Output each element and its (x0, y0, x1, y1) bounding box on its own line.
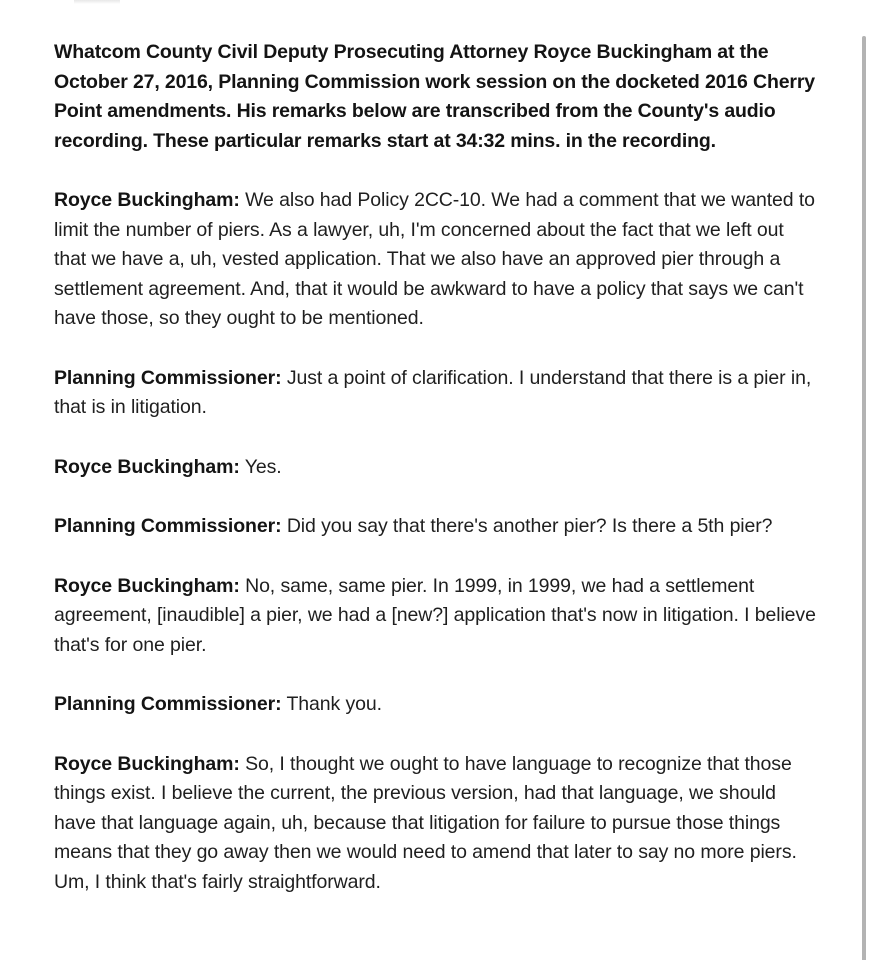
speaker-remarks: Did you say that there's another pier? Is there a 5th pier? (281, 515, 773, 537)
speaker-label: Royce Buckingham: (54, 752, 240, 775)
speaker-remarks: So, I thought we ought to have language to recognize that those things exist. I believe the current, the previous version, had that language, we should have that language again, uh, because that litigation for failure to pursue those things means that they go away then we would need to amend that later to say no more piers. Um, I think that's fairly straightforward. (54, 752, 797, 893)
transcript-exchange (54, 186, 820, 334)
speaker-remarks: Just a point of clarification. I understand that there is a pier in, that is in litigation. (54, 366, 812, 418)
transcript-exchange (54, 572, 820, 661)
speaker-label: Royce Buckingham: (54, 189, 240, 211)
transcript-exchange (54, 512, 820, 542)
transcript-exchange (54, 750, 820, 898)
speaker-label: Royce Buckingham: (54, 574, 240, 597)
speaker-remarks: Yes. (239, 455, 282, 478)
speaker-remarks: Thank you. (281, 693, 382, 715)
speaker-label: Planning Commissioner: (54, 693, 282, 715)
speaker-remarks: No, same, same pier. In 1999, in 1999, we had a settlement agreement, [inaudible] a pier, we had a [new?] application that's now in litigation. I believe that's for one pier. (54, 574, 816, 656)
vertical-scrollbar-track[interactable] (856, 0, 872, 960)
speaker-label: Royce Buckingham: (54, 455, 240, 478)
speaker-label: Planning Commissioner: (54, 515, 282, 537)
transcript-exchange (54, 453, 820, 483)
vertical-scrollbar-thumb[interactable] (862, 36, 866, 960)
speaker-label: Planning Commissioner: (54, 366, 282, 389)
speaker-remarks: We also had Policy 2CC-10. We had a comment that we wanted to limit the number of piers. As a lawyer, uh, I'm concerned about the fact that we left out that we have a, uh, vested application. That we also have an approved pier through a settlement agreement. And, that it would be awkward to have a policy that says we can't have those, so they ought to be mentioned. (54, 189, 815, 329)
transcript-exchange (54, 364, 820, 423)
transcript-exchange (54, 690, 820, 720)
transcript-intro-paragraph: Whatcom County Civil Deputy Prosecuting Attorney Royce Buckingham at the October 27, 2016, Planning Commission work session on the docketed 2016 Cherry Point amendments. His remarks below are transcribed from the County's audio recording. These particular remarks start at 34:32 mins. in the recording. (54, 41, 815, 152)
